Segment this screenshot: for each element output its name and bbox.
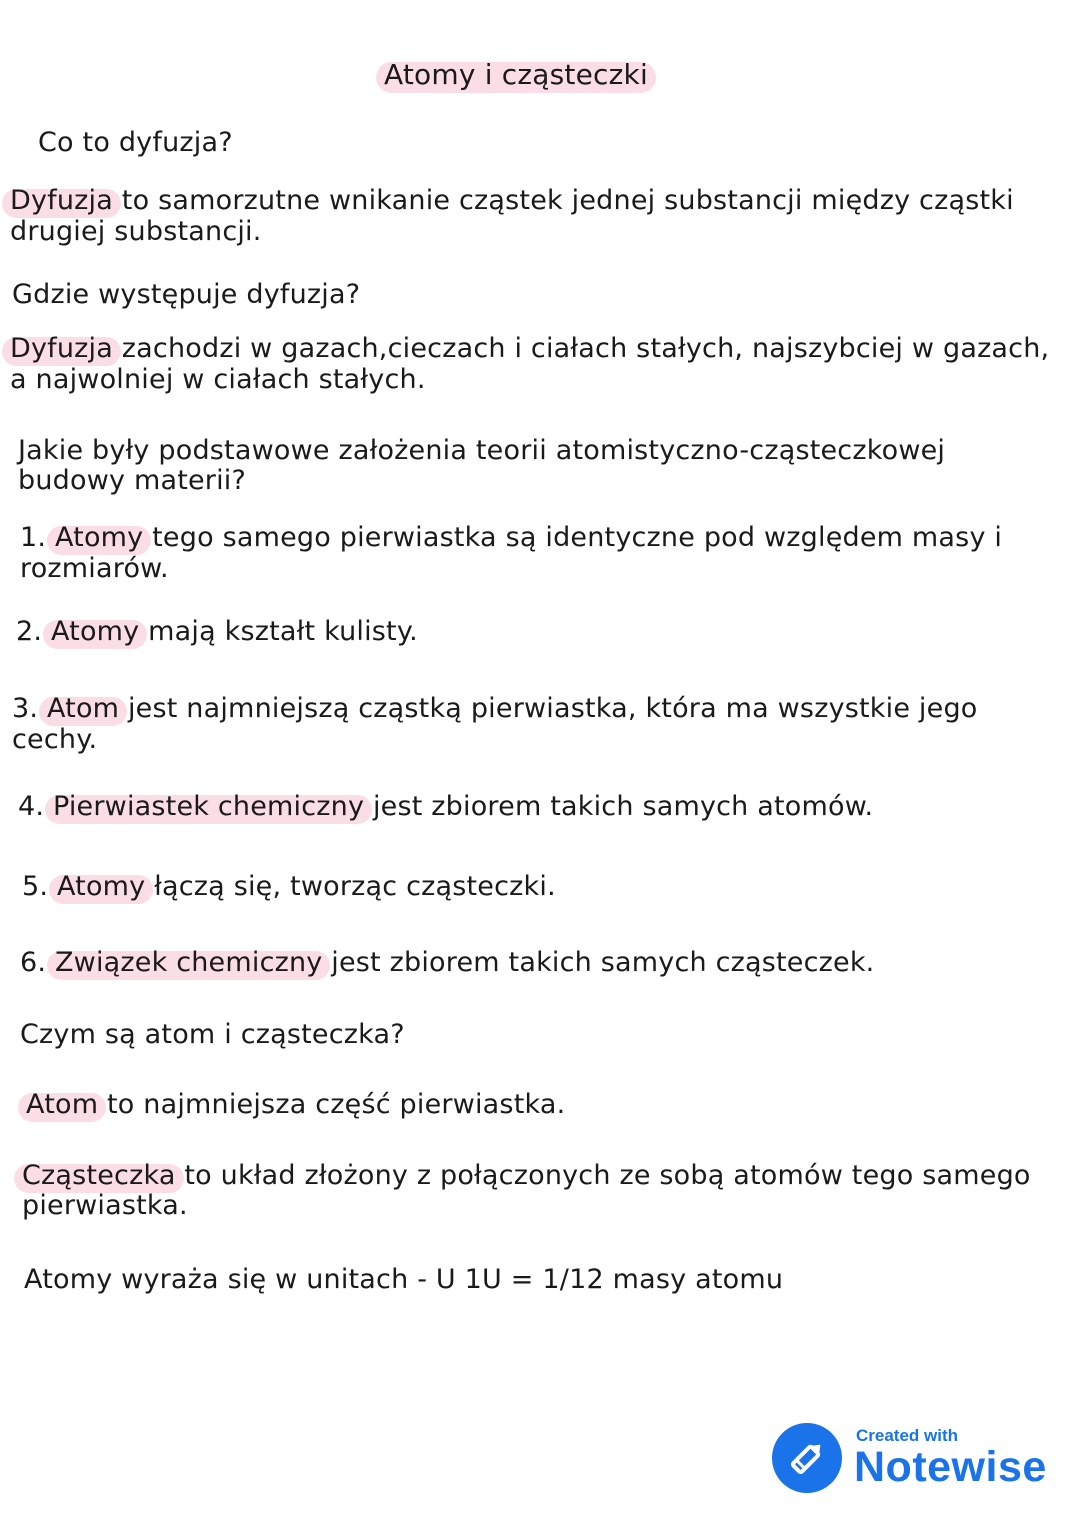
highlight-term: Dyfuzja [10, 185, 114, 216]
highlight-term: Atom [46, 693, 120, 724]
question-atom-molecule: Czym są atom i cząsteczka? [20, 1019, 405, 1050]
answer-atom: Atom to najmniejsza część pierwiastka. [26, 1089, 566, 1120]
page-title: Atomy i cząsteczki [384, 58, 648, 91]
answer-molecule-line2: pierwiastka. [22, 1190, 188, 1221]
highlight-term: Atomy [56, 871, 146, 902]
list-item: 3. Atom jest najmniejszą cząstką pierwiastka, która ma wszystkie jego [12, 693, 978, 724]
question-theory-line2: budowy materii? [18, 465, 247, 496]
question-theory-line1: Jakie były podstawowe założenia teorii atomistyczno-cząsteczkowej [18, 435, 946, 466]
answer-diffusion-line2: drugiej substancji. [10, 216, 262, 247]
list-item: 6. Związek chemiczny jest zbiorem takich samych cząsteczek. [20, 947, 875, 978]
unit-note: Atomy wyraża się w unitach - U 1U = 1/12 masy atomu [24, 1264, 784, 1295]
list-item: 5. Atomy łączą się, tworząc cząsteczki. [22, 871, 556, 902]
answer-molecule-line1: Cząsteczka to układ złożony z połączonych ze sobą atomów tego samego [22, 1160, 1031, 1191]
answer-where-line2: a najwolniej w ciałach stałych. [10, 364, 426, 395]
highlight-term: Pierwiastek chemiczny [52, 791, 365, 822]
pencil-icon [772, 1423, 842, 1493]
highlight-term: Cząsteczka [22, 1160, 176, 1191]
list-item-continuation: rozmiarów. [20, 553, 169, 584]
list-item-continuation: cechy. [12, 724, 98, 755]
answer-diffusion-line1: Dyfuzja to samorzutne wnikanie cząstek jednej substancji między cząstki [10, 185, 1014, 216]
highlight-term: Atomy [50, 616, 140, 647]
notewise-logo [772, 1418, 1052, 1498]
logo-text: Created with Notewise [854, 1426, 1047, 1491]
highlight-term: Atomy [54, 522, 144, 553]
highlight-term: Dyfuzja [10, 333, 114, 364]
list-item: 2. Atomy mają kształt kulisty. [16, 616, 418, 647]
highlight-term: Atom [26, 1089, 99, 1120]
list-item: 4. Pierwiastek chemiczny jest zbiorem takich samych atomów. [18, 791, 874, 822]
highlight-term: Związek chemiczny [54, 947, 323, 978]
question-diffusion: Co to dyfuzja? [38, 127, 233, 158]
list-item: 1. Atomy tego samego pierwiastka są identyczne pod względem masy i [20, 522, 1003, 553]
answer-where-line1: Dyfuzja zachodzi w gazach,cieczach i ciałach stałych, najszybciej w gazach, [10, 333, 1050, 364]
question-where: Gdzie występuje dyfuzja? [12, 279, 361, 310]
